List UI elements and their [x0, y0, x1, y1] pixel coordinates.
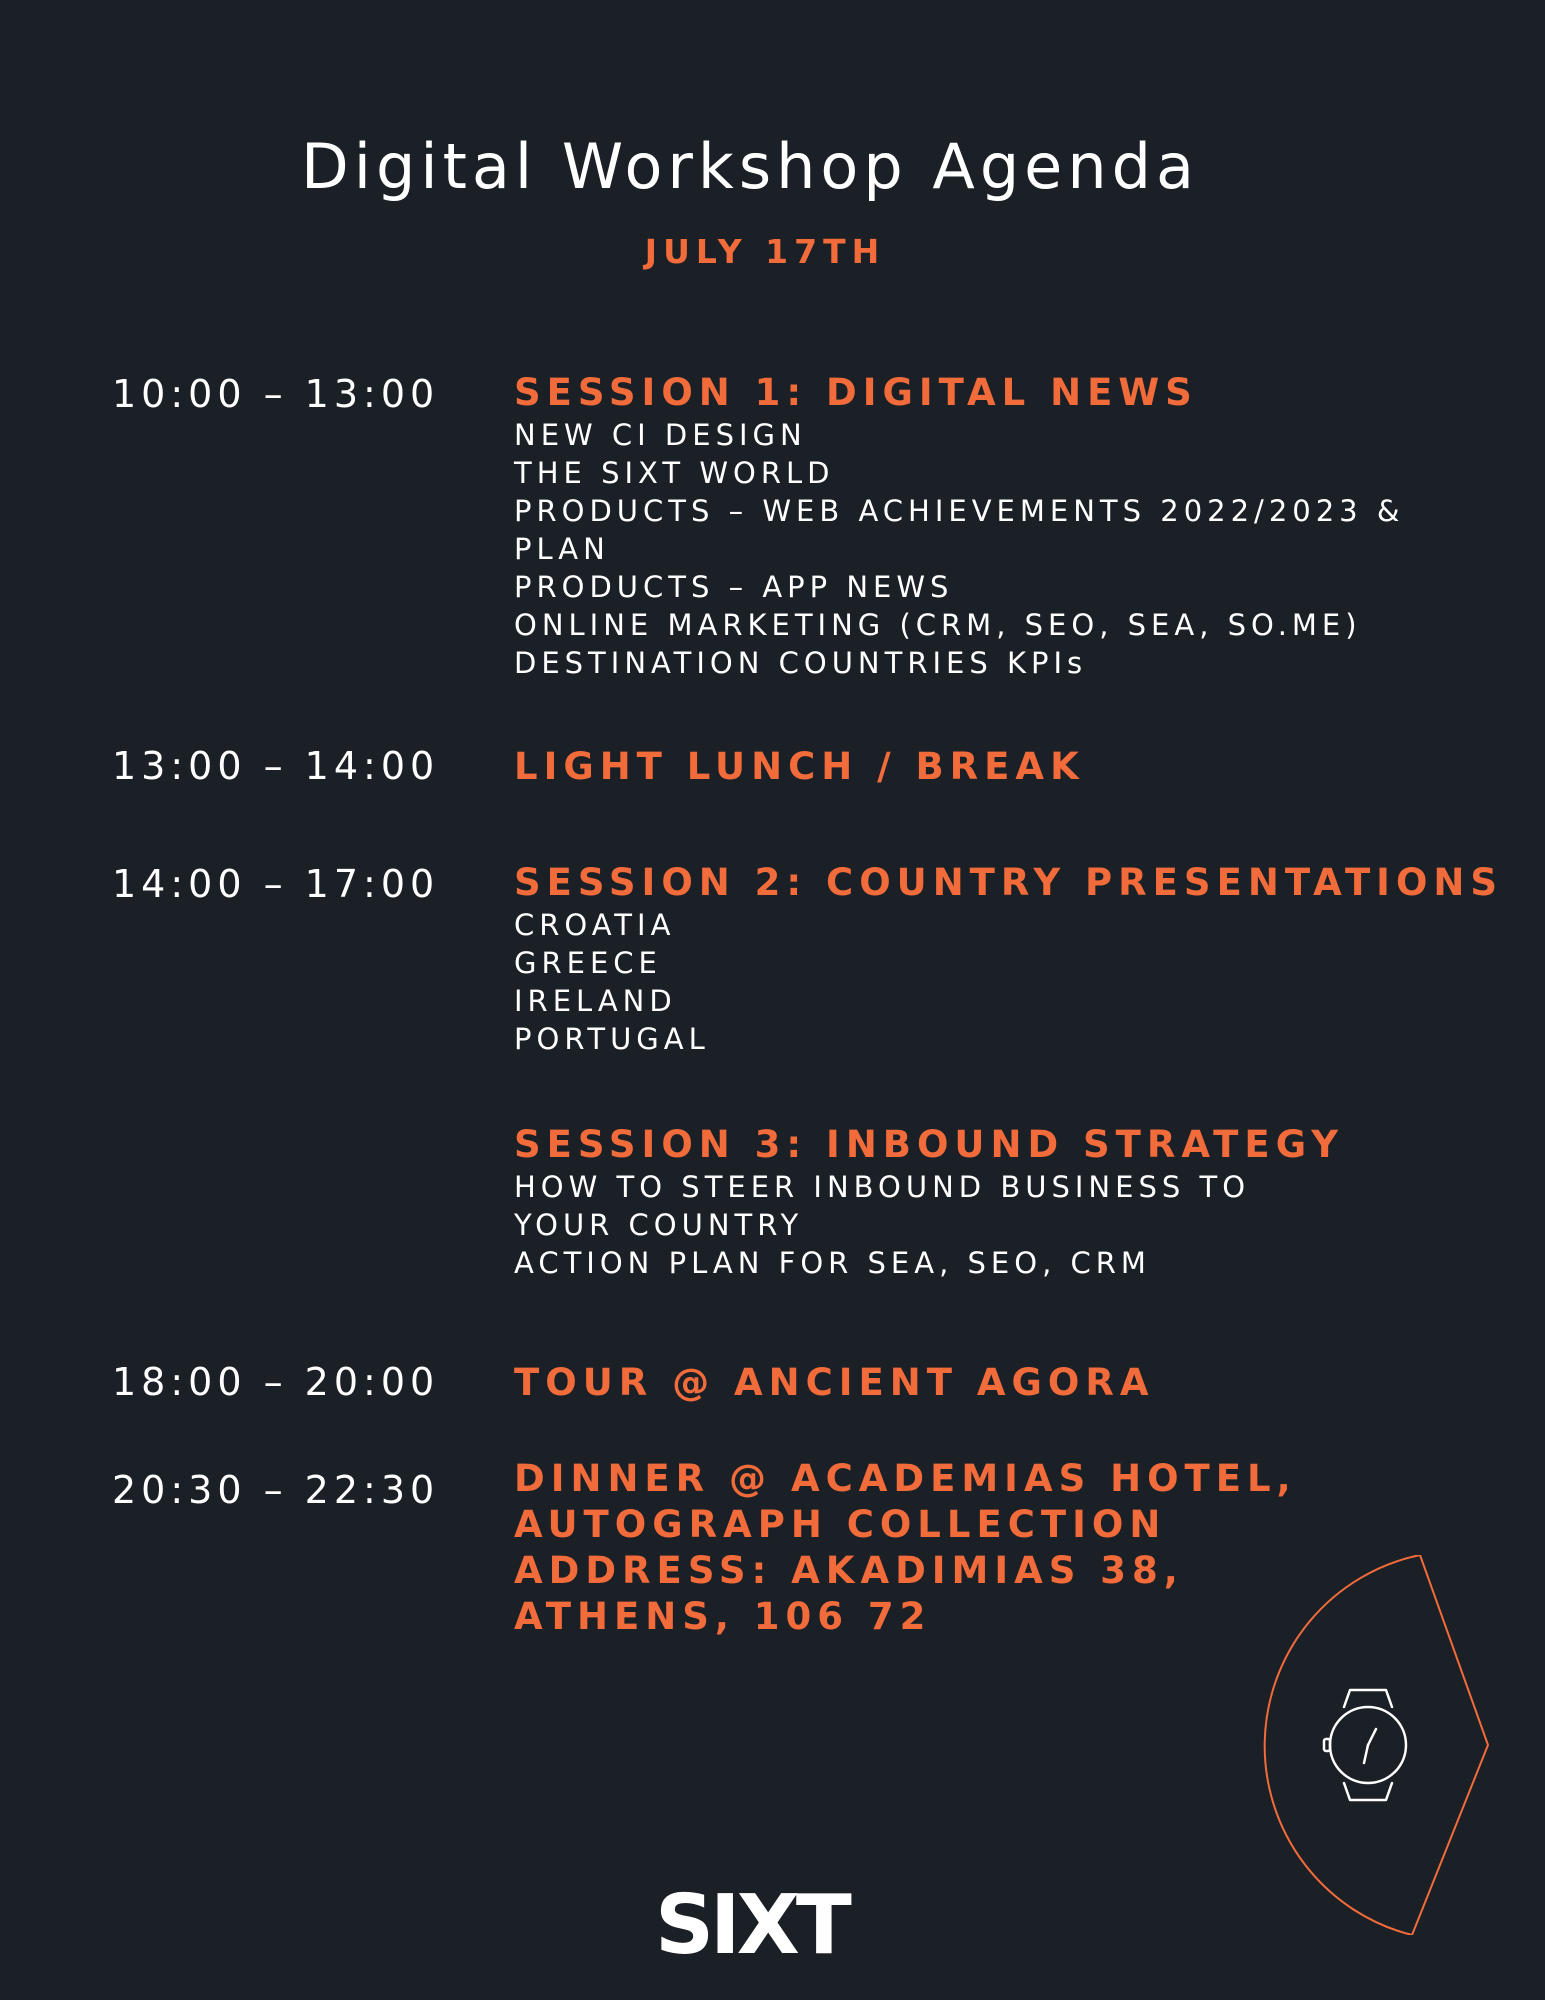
- session-heading-line: ADDRESS: AKADIMIAS 38,: [514, 1549, 1184, 1592]
- session-items: [514, 906, 1514, 1058]
- list-item: HOW TO STEER INBOUND BUSINESS TO: [514, 1170, 1251, 1204]
- list-item: ONLINE MARKETING (CRM, SEO, SEA, SO.ME): [514, 608, 1362, 642]
- list-item: PLAN: [514, 532, 610, 566]
- time-slot-6: 20:30 – 22:30: [112, 1468, 440, 1512]
- page-title: Digital Workshop Agenda: [301, 130, 1199, 203]
- agenda-block-5: [514, 1360, 1514, 1406]
- list-item: IRELAND: [514, 984, 677, 1018]
- agenda-block-4: [514, 1122, 1514, 1282]
- agenda-block-1: [514, 370, 1514, 682]
- arc-outline: [1265, 1555, 1488, 1935]
- list-item: YOUR COUNTRY: [514, 1208, 804, 1242]
- list-item: DESTINATION COUNTRIES KPIs: [514, 646, 1088, 680]
- list-item: THE SIXT WORLD: [514, 456, 835, 490]
- logo-text-part: T: [795, 1878, 848, 1973]
- agenda-block-3: [514, 860, 1514, 1058]
- list-item: CROATIA: [514, 908, 676, 942]
- session-heading-line: DINNER @ ACADEMIAS HOTEL,: [514, 1457, 1297, 1500]
- logo-text-part: X: [736, 1878, 796, 1973]
- session-heading: SESSION 3: INBOUND STRATEGY: [514, 1123, 1345, 1166]
- session-heading: LIGHT LUNCH / BREAK: [514, 745, 1085, 788]
- session-heading-line: AUTOGRAPH COLLECTION: [514, 1503, 1167, 1546]
- watch-icon: [1324, 1690, 1406, 1800]
- list-item: NEW CI DESIGN: [514, 418, 807, 452]
- list-item: PRODUCTS – APP NEWS: [514, 570, 954, 604]
- session-items: [514, 1168, 1514, 1282]
- list-item: GREECE: [514, 946, 662, 980]
- list-item: PRODUCTS – WEB ACHIEVEMENTS 2022/2023 &: [514, 494, 1405, 528]
- logo-text-part: SI: [655, 1878, 737, 1973]
- sixt-logo: [655, 1878, 848, 1973]
- list-item: ACTION PLAN FOR SEA, SEO, CRM: [514, 1246, 1151, 1280]
- session-heading: SESSION 1: DIGITAL NEWS: [514, 371, 1198, 414]
- session-items: [514, 416, 1514, 682]
- time-slot-5: 18:00 – 20:00: [112, 1360, 440, 1404]
- session-heading: SESSION 2: COUNTRY PRESENTATIONS: [514, 861, 1504, 904]
- watch-arc-decoration: [1260, 1555, 1500, 1935]
- agenda-date: JULY 17TH: [644, 232, 886, 271]
- list-item: PORTUGAL: [514, 1022, 710, 1056]
- session-heading: TOUR @ ANCIENT AGORA: [514, 1361, 1155, 1404]
- time-slot-3: 14:00 – 17:00: [112, 862, 440, 906]
- session-heading-line: ATHENS, 106 72: [514, 1595, 932, 1638]
- time-slot-2: 13:00 – 14:00: [112, 744, 440, 788]
- time-slot-1: 10:00 – 13:00: [112, 372, 440, 416]
- agenda-block-2: [514, 744, 1514, 790]
